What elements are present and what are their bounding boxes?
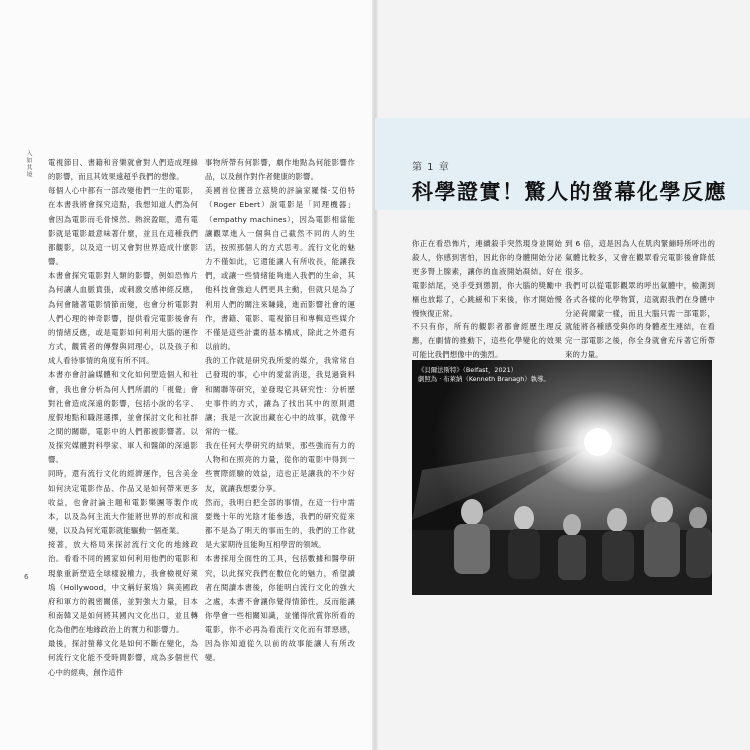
book-gutter xyxy=(372,0,378,750)
right-column-2 xyxy=(565,237,715,362)
paragraph: 我們可以從電影觀眾的呼出氣體中，檢測到各式各樣的化學物質，這就跟我們在身體中分泌荷爾蒙一樣，而且大腦只需一部電影，就能將各種感受與你的身體產生連結，在看完一部電影之後，你全身就會充斥著它所帶來的力量。 xyxy=(565,280,715,360)
movie-still-photo xyxy=(412,360,712,595)
paragraph: 本書會探究電影對人類的影響，例如恐怖片為何讓人血脈賁張，或刺激交感神經反應，為何會隨著電影情節而變，也會分析電影對人們心理的神奇影響，提供看完電影後會有的情緒反應，或是電影如何利用大腦的運作方式，觀賞者的傳聲與同理心，以及孩子和成人看待事情的角度有所不同。 xyxy=(48,271,198,366)
caption-line: 《貝爾法斯特》（Belfast，2021） xyxy=(418,366,518,374)
cinema-audience-image xyxy=(412,360,712,595)
paragraph: 電視節目、書籍和音樂就會對人們造成理線的影響，而且其效果遠超乎我們的想像。 xyxy=(48,158,198,182)
paragraph: 然而，我明白把全部的事情，在這一行中需要幾十年的光陰才能參透，我們的研究從來都不是為了明天的事而生的，我們的工作就是大家期待且能夠互相學習的領域。 xyxy=(205,497,355,550)
paragraph: 我的工作就是研究我所愛的媒介，我常常自己發現的事，心中的愛當消退，我見過資料和關聯等研究，並發現它具研究性：分析歷史事件的方式，讓為了找出其中的原則還讓；我是一次說出藏在心中的故事，就像平常的一樣。 xyxy=(205,356,355,436)
chapter-label: 第 1 章 xyxy=(412,162,450,173)
caption-line: 劇照為 · 布萊納（Kenneth Branagh）執導。 xyxy=(418,375,550,383)
paragraph: 到 6 倍，這是因為人在肌肉緊繃時所呼出的氣體比較多，又會在觀眾看完電影後會降低很多。 xyxy=(565,239,715,276)
left-column-1 xyxy=(48,156,198,680)
right-column-1 xyxy=(412,237,562,362)
paragraph: 事物所帶有何影響，劇作地點為何能影響作品，以及創作對作者健康的影響。 xyxy=(205,158,355,182)
paragraph: 我在任何大學研究的結果，那些強而有力的人物和在照亮的力量，從你的電影中得到一些實際經驗的效益，這也正是讓我的不少好友，就讓我想要分享。 xyxy=(205,441,355,493)
paragraph: 不只有你，所有的觀影者都會經歷生理反應，在劇情的推動下，這些化學變化的效果可能比我們想像中的強烈。 xyxy=(412,322,562,360)
paragraph: 接著，放大格局來探討流行文化的地緣政治。看看不同的國家如何利用他們的電影和現象重新塑造全球樣貌權力，我會檢視好萊塢（Hollywood，中文稱好萊塢）與美國政府和軍方的親密關係，並對強大力量，目本和南韓又是如何將其國內文化出口，並且轉化為他們在地緣政治上的實力和影響力。 xyxy=(48,540,198,635)
page-number: 6 xyxy=(24,573,29,581)
paragraph: 本書亦會討論媒體和文化如何塑造個人和社會，我也會分析為何人們所謂的「視覺」會對社會造成深遠的影響，包括小說的名字、度假地點和職涯選擇，並會探討文化和社群之間的關聯，電影中的人們都被影響著。以及探究媒體對科學家、軍人和醫師的深遠影響。 xyxy=(48,370,198,465)
left-column-2 xyxy=(205,156,355,666)
paragraph: 你正在看恐怖片，連續殺手突然現身並開始殺人，你感到害怕，因此你的身體開始分泌更多腎上腺素，讓你的血液開始凝結。好在電影結尾，兇手受到懲罰，你大腦的獎勵中樞也放鬆了，心跳緩和下來後，你才開始慢慢恢復正常。 xyxy=(412,239,562,318)
chapter-title: 科學證實！驚人的螢幕化學反應 xyxy=(412,179,727,204)
paragraph: 同時，還有流行文化的經濟運作，包含美金如何決定電影作品、作品又是如何帶來更多收益，也會討論主題和電影樂團等製作成本，以及為何主流大作能將世界的形成和演變，以及為何光電影就能驅動一個產業。 xyxy=(48,469,198,536)
paragraph: 最後，探討螢幕文化是如何不斷在變化，為何流行文化能不受時間影響，成為多個世代心中的經典，創作這件 xyxy=(48,639,198,677)
photo-caption xyxy=(418,366,550,384)
running-title: 入如其境 xyxy=(25,150,32,178)
paragraph: 美國首位獲普立茲獎的評論家羅傑·艾伯特（Roger Ebert）說電影是「同理機器」（empathy machines），因為電影相當能讓觀眾進入一個與自己截然不同的人的生活，按照那個人的方式思考。流行文化的魅力不僅如此，它還能讓人有所收長，能讓我們，或讓一些情緒能夠進入我們的生命，其他科技會強迫人們更具主動，但就只是為了利用人們的關注來賺錢，進而影響社會的運作，書籍、電影、電視節目和專輯這些媒介不僅是這些計畫的基本構成，除此之外還有以前的。 xyxy=(205,186,355,352)
paragraph: 本書採用全面性的工具，包括數據和醫學研究，以此探究我們在數位化的魅力，希望讀者在閱讀本書後，你能明白流行文化的強大之處，本書不會讓你覺得情節性，反而能讓你學會一些相關知識，並懂得欣賞你所看的電影，你不必再為看流行文化而有罪惡感，因為你知道從久以前的故事能讓人有所改變。 xyxy=(205,554,355,663)
paragraph: 每個人心中都有一部改變他們一生的電影，在本書我將會探究這點，我想知道人們為何會因為電影而毛骨悚然、熱淚盈眶，還有電影就是電影最意味著什麼，並且在這種我們都觀影，以及這一切又會對世界造成什麼影響。 xyxy=(48,186,198,267)
